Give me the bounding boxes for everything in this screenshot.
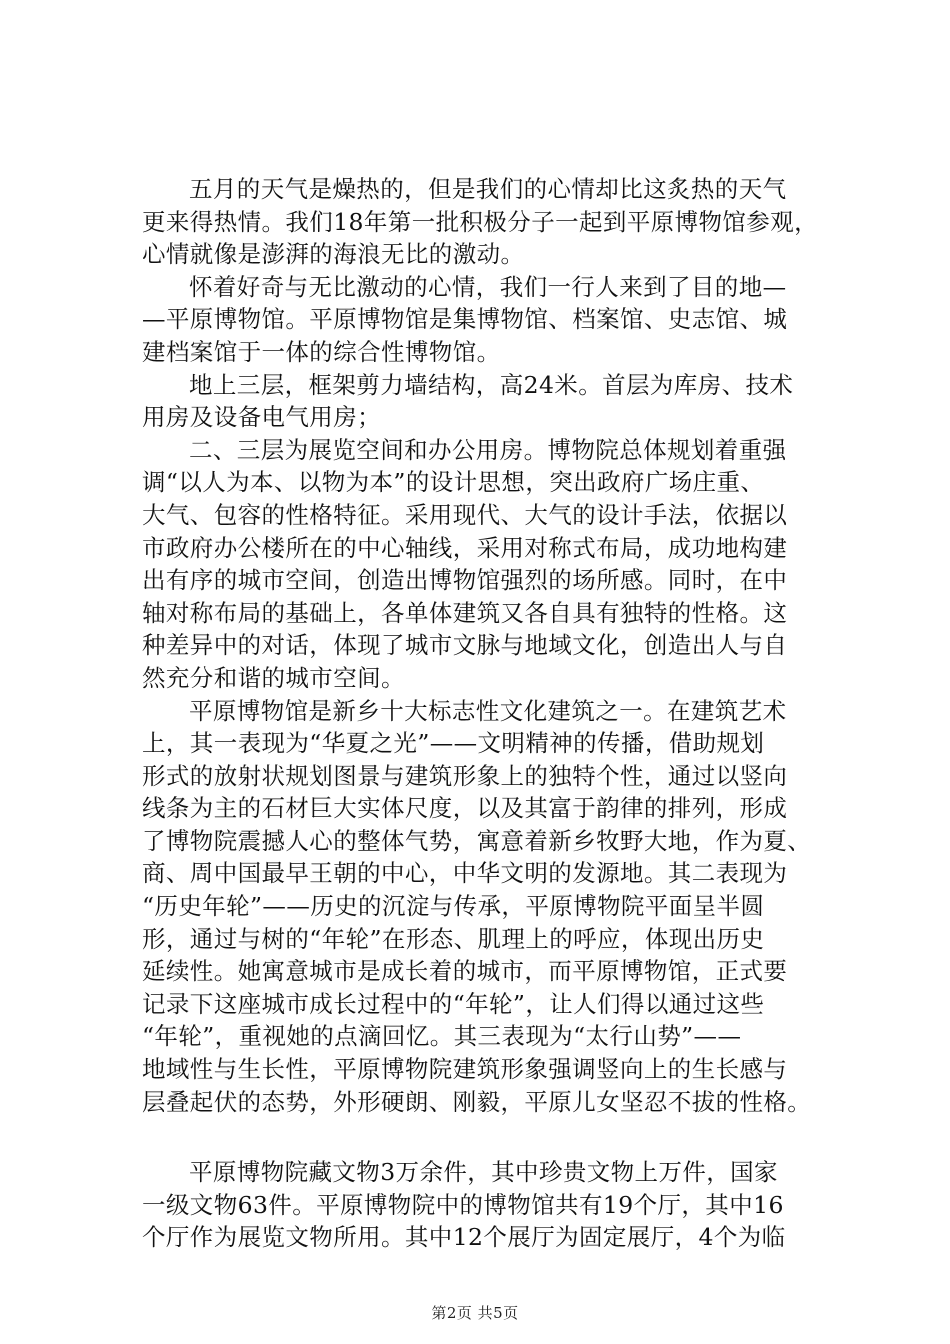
- text-line: “年轮”，重视她的点滴回忆。其三表现为“太行山势”——: [142, 1022, 742, 1051]
- text-line: 然充分和谐的城市空间。: [142, 663, 405, 692]
- text-line: 上，其一表现为“华夏之光”——文明精神的传播，借助规划: [142, 729, 765, 758]
- text-line: 五月的天气是燥热的，但是我们的心情却比这炙热的天气: [189, 175, 787, 203]
- text-line: 形式的放射状规划图景与建筑形象上的独特个性，通过以竖向: [142, 761, 788, 790]
- text-line: 平原博物院藏文物3万余件，其中珍贵文物上万件，国家: [189, 1158, 778, 1187]
- text-line: 用房及设备电气用房；: [142, 403, 381, 432]
- text-line: 怀着好奇与无比激动的心情，我们一行人来到了目的地—: [189, 272, 787, 301]
- text-line: 地域性与生长性，平原博物院建筑形象强调竖向上的生长感与: [142, 1055, 788, 1084]
- text-line: 线条为主的石材巨大实体尺度，以及其富于韵律的排列，形成: [142, 794, 788, 823]
- text-line: 个厅作为展览文物所用。其中12个展厅为固定展厅，4个为临: [142, 1223, 786, 1252]
- text-line: 更来得热情。我们18年第一批积极分子一起到平原博物馆参观，: [142, 207, 819, 236]
- text-line: 轴对称布局的基础上，各单体建筑又各自具有独特的性格。这: [142, 598, 788, 627]
- text-line: 延续性。她寓意城市是成长着的城市，而平原博物馆，正式要: [142, 957, 788, 986]
- text-line: 平原博物馆是新乡十大标志性文化建筑之一。在建筑艺术: [189, 696, 787, 725]
- text-line: 二、三层为展览空间和办公用房。博物院总体规划着重强: [189, 435, 787, 464]
- text-line: 大气、包容的性格特征。采用现代、大气的设计手法，依据以: [142, 500, 788, 529]
- text-line: 建档案馆于一体的综合性博物馆。: [142, 337, 501, 366]
- text-line: 商、周中国最早王朝的中心，中华文明的发源地。其二表现为: [142, 859, 788, 888]
- document-body: [142, 173, 838, 1254]
- text-line: 种差异中的对话，体现了城市文脉与地域文化，创造出人与自: [142, 631, 788, 660]
- text-line: 形，通过与树的“年轮”在形态、肌理上的呼应，体现出历史: [142, 924, 765, 953]
- text-line: 记录下这座城市成长过程中的“年轮”，让人们得以通过这些: [142, 989, 765, 1018]
- text-line: —平原博物馆。平原博物馆是集博物馆、档案馆、史志馆、城: [142, 305, 788, 334]
- text-line: 层叠起伏的态势，外形硬朗、刚毅，平原儿女坚忍不拔的性格。: [142, 1087, 812, 1116]
- paragraph-gap: [142, 1118, 838, 1156]
- text-line: 调“以人为本、以物为本”的设计思想，突出政府广场庄重、: [142, 468, 765, 497]
- text-line: “历史年轮”——历史的沉淀与传承，平原博物院平面呈半圆: [142, 892, 765, 921]
- text-line: 出有序的城市空间，创造出博物馆强烈的场所感。同时，在中: [142, 566, 788, 595]
- text-line: 一级文物63件。平原博物院中的博物馆共有19个厅，其中16: [142, 1190, 784, 1219]
- text-line: 市政府办公楼所在的中心轴线，采用对称式布局，成功地构建: [142, 533, 788, 562]
- page-number-footer: 第2页 共5页: [431, 1304, 519, 1322]
- text-line: 地上三层，框架剪力墙结构，高24米。首层为库房、技术: [189, 370, 794, 399]
- text-line: 了博物院震撼人心的整体气势，寓意着新乡牧野大地，作为夏、: [142, 826, 812, 855]
- text-line: 心情就像是澎湃的海浪无比的激动。: [142, 240, 525, 269]
